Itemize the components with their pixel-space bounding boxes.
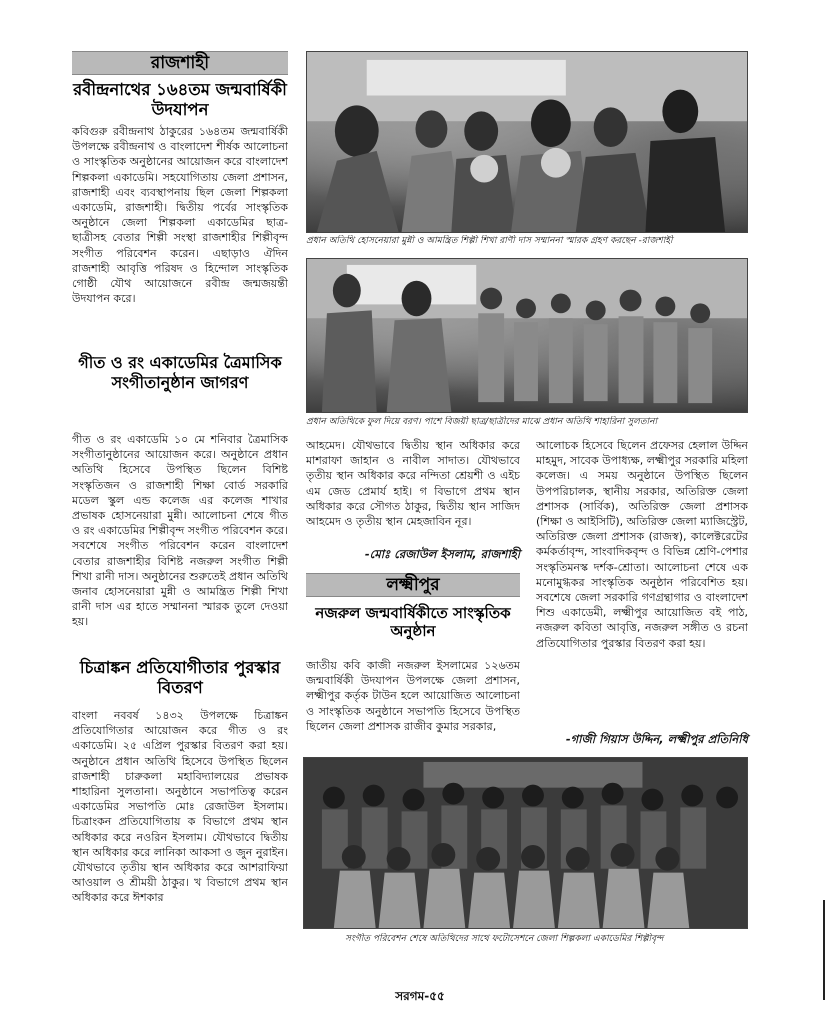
page-edge-line — [823, 900, 825, 1000]
article-chitrankan-continuation: আহমেদ। যৌথভাবে দ্বিতীয় স্থান অধিকার করে মাশরাফা জাহান ও নাবীল সাদাত। যৌথভাবে তৃতীয় স্থান অধিকার করে নন্দিতা শ্রেয়শী ও এইচ এম জেড প্রেমার্য হাই। গ বিভাগে প্রথম স্থান অধিকার করে সৌগত ঠাকুর, দ্বিতীয় স্থান সাজিদ আহমেদ ও তৃতীয় স্থান মেহজাবিন নূর। — [306, 439, 520, 529]
headline-nazrul: নজরুল জন্মবার্ষিকীতে সাংস্কৃতিক অনুষ্ঠান — [315, 604, 511, 641]
photo-group-performers — [303, 757, 748, 929]
byline-rajshahi: -মোঃ রেজাউল ইসলাম, রাজশাহী — [364, 547, 520, 561]
caption-photo-3: সংগীত পরিবেশন শেষে অতিথিদের সাথে ফটোসেশনে জেলা শিল্পকলা একাডেমির শিল্পীবৃন্দ — [345, 934, 664, 944]
photo-award-ceremony-graphic — [307, 52, 747, 232]
section-banner-rajshahi: রাজশাহী — [72, 51, 288, 75]
photo-art-prize-winners-graphic — [307, 259, 747, 412]
photo-art-prize-winners — [306, 258, 748, 413]
byline-lakshmipur: -গাজী গিয়াস উদ্দিন, লক্ষ্মীপুর প্রতিনিধি — [565, 732, 748, 746]
headline-rabindra: রবীন্দ্রনাথের ১৬৪তম জন্মবার্ষিকী উদযাপন — [73, 80, 287, 120]
headline-chitrankan: চিত্রাঙ্কন প্রতিযোগীতার পুরস্কার বিতরণ — [79, 658, 281, 698]
article-rabindra-body: কবিগুরু রবীন্দ্রনাথ ঠাকুরের ১৬৪তম জন্মবার্ষিকী উপলক্ষে রবীন্দ্রনাথ ও বাংলাদেশ শীর্ষক আলোচনা ও সাংস্কৃতিক অনুষ্ঠানের আয়োজন করে বাংলাদেশ শিল্পকলা একাডেমি। সহযোগিতায় জেলা প্রশাসন, রাজশাহী এবং ব্যবস্থাপনায় ছিল জেলা শিল্পকলা একাডেমি, রাজশাহী। দ্বিতীয় পর্বের সাংস্কৃতিক অনুষ্ঠানে জেলা শিল্পকলা একাডেমির ছাত্র-ছাত্রীসহ বেতার শিল্পী সংস্থা রাজশাহীর শিল্পীবৃন্দ সংগীত পরিবেশন করেন। এছাড়াও ঐদিন রাজশাহী আবৃত্তি পরিষদ ও হিন্দোল সাংস্কৃতিক গোষ্ঠী যৌথ আয়োজনে রবীন্দ্র জন্মজয়ন্তী উদযাপন করে। — [72, 125, 288, 306]
caption-photo-2: প্রধান অতিথিকে ফুল দিয়ে বরণ। পাশে বিজয়ী ছাত্র/ছাত্রীদের মাঝে প্রধান অতিথি শাহারিনা সুলতানা — [306, 417, 658, 427]
photo-group-performers-graphic — [304, 758, 747, 928]
article-chitrankan-body: বাংলা নববর্ষ ১৪৩২ উপলক্ষে চিত্রাঙ্কন প্রতিযোগিতার আয়োজন করে গীত ও রং একাডেমি। ২৫ এপ্রিল পুরস্কার বিতরণ করা হয়। অনুষ্ঠানে প্রধান অতিথি হিসেবে উপস্থিত ছিলেন রাজশাহী চারুকলা মহাবিদ্যালয়ের প্রভাষক শাহারিনা সুলতানা। অনুষ্ঠানে সভাপতিত্ব করেন একাডেমির সভাপতি মোঃ রেজাউল ইসলাম। চিত্রাংকন প্রতিযোগিতায় ক বিভাগে প্রথম স্থান অধিকার করে নওরিন ইসলাম। যৌথভাবে দ্বিতীয় স্থান অধিকার করে লানিকা আকসা ও জুন নুরাইন। যৌথভাবে তৃতীয় স্থান অধিকার করে আশরাফিয়া আওয়াল ও শ্রীময়ী ঠাকুর। খ বিভাগে প্রথম স্থান অধিকার করে ঈশকার — [72, 709, 288, 905]
article-nazrul-body: জাতীয় কবি কাজী নজরুল ইসলামের ১২৬তম জন্মবার্ষিকী উদযাপন উপলক্ষে জেলা প্রশাসন, লক্ষ্মীপুর কর্তৃক টাউন হলে আয়োজিত আলোচনা ও সাংস্কৃতিক অনুষ্ঠানে সভাপতি হিসেবে উপস্থিত ছিলেন জেলা প্রশাসক রাজীব কুমার সরকার, — [306, 659, 520, 733]
article-geet-body: গীত ও রং একাডেমি ১০ মে শনিবার ত্রৈমাসিক সংগীতানুষ্ঠানের আয়োজন করে। অনুষ্ঠানে প্রধান অতিথি হিসেবে উপস্থিত ছিলেন বিশিষ্ট সংস্কৃতিজন ও রাজশাহী শিক্ষা বোর্ড সরকারি মডেল স্কুল এন্ড কলেজ এর কলেজ শাখার প্রভাষক হোসনেয়ারা মুন্নী। আলোচনা শেষে গীত ও রং একাডেমির শিল্পীবৃন্দ সংগীত পরিবেশন করে। সবশেষে সংগীত পরিবেশন করেন বাংলাদেশ বেতার রাজশাহীর বিশিষ্ট নজরুল সংগীত শিল্পী শিখা রানী দাস। অনুষ্ঠানের শুরুতেই প্রধান অতিথি জনাব হোসনেয়ারা মুন্নী ও আমন্ত্রিত শিল্পী শিখা রানী দাস এর হাতে সম্মাননা স্মারক তুলে দেওয়া হয়। — [72, 433, 288, 629]
headline-geet: গীত ও রং একাডেমির ত্রৈমাসিক সংগীতানুষ্ঠান জাগরণ — [78, 353, 282, 392]
caption-photo-1: প্রধান অতিথি হোসনেয়ারা মুন্নী ও আমন্ত্রিত শিল্পী শিখা রাণী দাস সম্মাননা স্মারক গ্রহণ করছেন -রাজশাহী — [306, 236, 673, 246]
article-nazrul-continuation: আলোচক হিসেবে ছিলেন প্রফেসর হেলাল উদ্দিন মাহমুদ, সাবেক উপাধ্যক্ষ, লক্ষ্মীপুর সরকারি মহিলা কলেজ। এ সময় অনুষ্ঠানে উপস্থিত ছিলেন উপপরিচালক, স্থানীয় সরকার, অতিরিক্ত জেলা প্রশাসক (সার্বিক), অতিরিক্ত জেলা প্রশাসক (শিক্ষা ও আইসিটি), অতিরিক্ত জেলা ম্যাজিস্ট্রেট, অতিরিক্ত জেলা প্রশাসক (রাজস্ব), কালেক্টরেটের কর্মকর্তাবৃন্দ, সাংবাদিকবৃন্দ ও বিভিন্ন শ্রেণি-পেশার সংস্কৃতিমনস্ক দর্শক-শ্রোতা। আলোচনা শেষে এক মনোমুগ্ধকর সাংস্কৃতিক অনুষ্ঠান পরিবেশিত হয়। সবশেষে জেলা সরকারি গণগ্রন্থাগার ও বাংলাদেশ শিশু একাডেমী, লক্ষ্মীপুর আয়োজিত বই পাঠ, নজরুল কবিতা আবৃত্তি, নজরুল সঙ্গীত ও রচনা প্রতিযোগিতার পুরস্কার বিতরণ করা হয়। — [536, 439, 748, 650]
photo-award-ceremony — [306, 51, 748, 233]
page-folio: সরগম-৫৫ — [395, 989, 445, 1003]
section-banner-lakshmipur: লক্ষ্মীপুর — [306, 573, 520, 597]
